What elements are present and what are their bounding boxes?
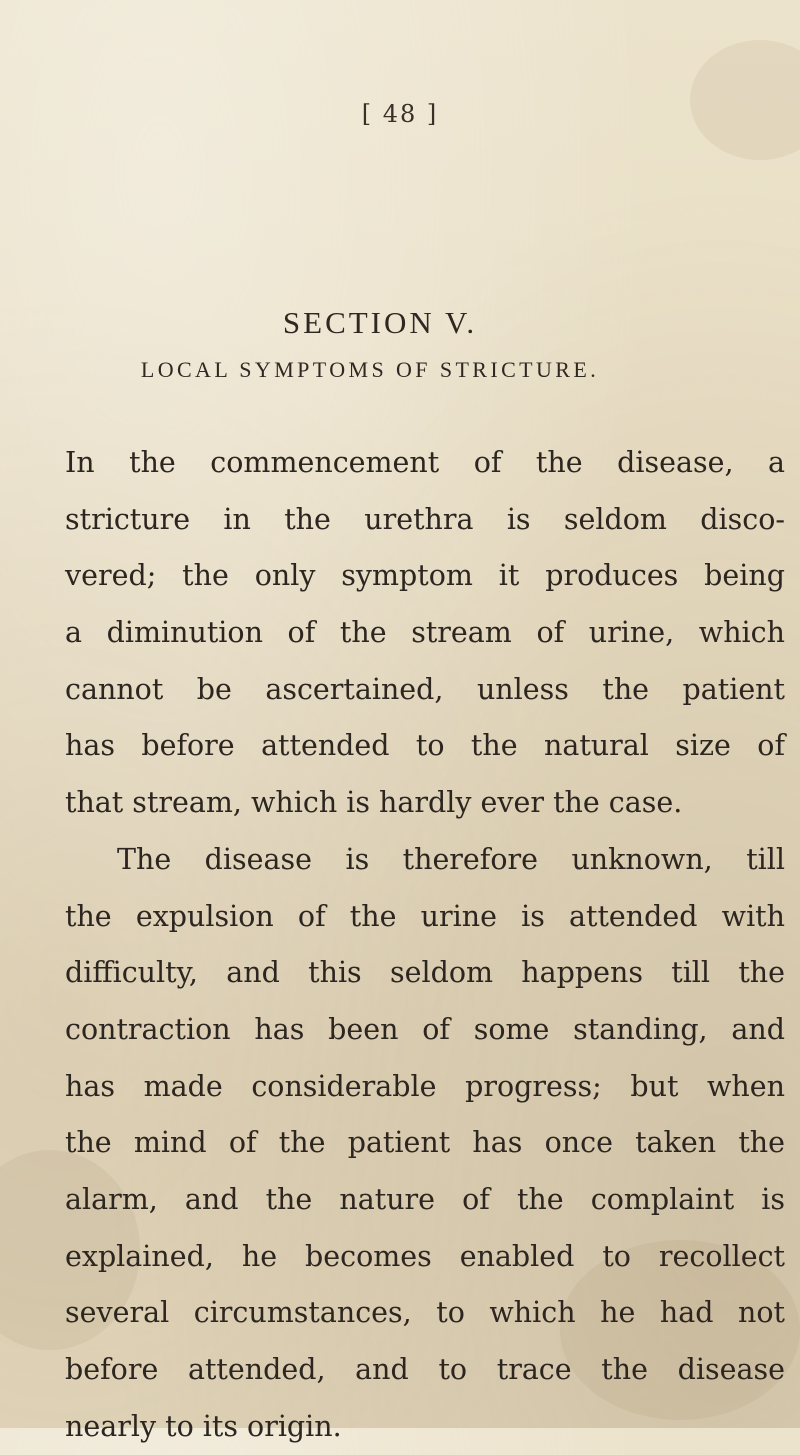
text-line: before attended, and to trace the disease [65,1353,785,1386]
text-line: that stream, which is hardly ever the case. [65,786,683,820]
text-line: cannot be ascertained, unless the patient [65,672,785,706]
bleed-through-text [0,172,800,194]
bleed-through-text [0,235,800,257]
text-line: difficulty, and this seldom happens till the [65,956,785,990]
text-line: vered; the only symptom it produces being [65,559,785,593]
text-line: nearly to its origin. [65,1409,342,1443]
text-line: contraction has been of some standing, and [65,1012,785,1046]
page-number: [ 48 ] [361,100,439,128]
text-line: explained, he becomes enabled to recollect [65,1239,785,1273]
body-paragraphs [65,435,785,1455]
text-line: has before attended to the natural size of [65,729,785,763]
text-line: stricture in the urethra is seldom disco- [65,502,785,536]
section-heading: SECTION V. [282,305,478,340]
bleed-through-text [0,283,800,305]
text-line: several circumstances, to which he had not [65,1296,785,1330]
text-line: has made considerable progress; but when [65,1069,785,1103]
section-subheading: LOCAL SYMPTOMS OF STRICTURE. [140,357,600,382]
text-line: a diminution of the stream of urine, which [65,616,785,650]
text-line: The disease is therefore unknown, till [117,842,785,876]
text-line: alarm, and the nature of the complaint is [65,1182,785,1216]
text-line: the expulsion of the urine is attended with [65,899,785,933]
text-line: the mind of the patient has once taken the [65,1126,785,1160]
text-line: In the commencement of the disease, a [65,446,785,479]
